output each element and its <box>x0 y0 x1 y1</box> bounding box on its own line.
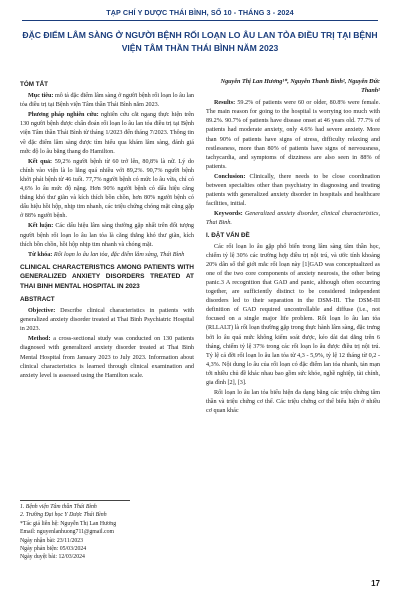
abstract-vi-keywords: Từ khóa: Rối loạn lo âu lan tỏa, đặc điểm lâm sàng, Thái Bình <box>28 251 185 258</box>
abstract-en-results: Results: 59.2% of patients were 60 or older, 80.8% were female. The main reason for going to the hospital is worrying too much with 89.2%. 90.7% of patients have disease onset at 46 years old. 77.7% of patients had moderate anxiety, only 4.6% had severe anxiety. More than 90% of patients have signs of stress, difficulty relaxing and restlessness, more than 80% of patients have signs of nervousness, tachycardia, and symptoms of dizziness are also seen in 88% of patients. <box>206 100 380 170</box>
article-title: ĐẶC ĐIỂM LÂM SÀNG Ở NGƯỜI BỆNH RỐI LOẠN LO ÂU LAN TỎA ĐIỀU TRỊ TẠI BỆNH VIỆN TÂM THẦN THÁI BÌNH NĂM 2023 <box>22 30 378 53</box>
footnote-received: Ngày nhận bài: 23/11/2023 <box>20 537 84 544</box>
abstract-vi-heading: TÓM TẮT <box>20 81 48 88</box>
english-title: CLINICAL CHARACTERISTICS AMONG PATIENTS WITH GENERALIZED ANXIETY DISORDERS TREATED AT THAI BINH MENTAL HOSPITAL IN 2023 <box>20 263 194 290</box>
abstract-vi-conclusion: Kết luận: Các dấu hiệu lâm sàng thường gặp nhất trên đối tượng người bệnh rối loạn lo âu lan tỏa là căng thẳng khó thư giãn, kích thích bồn chồn, hồi hộp nhịp tim nhanh và chóng mặt. <box>20 223 194 248</box>
abstract-en-objective: Objective: Describe clinical characteristics in patients with generalized anxiety disorder treated at Thai Binh Psychiatric Hospital in 2023. <box>20 308 194 333</box>
abstract-en-heading: ABSTRACT <box>20 296 55 303</box>
intro-heading: I. ĐẶT VẤN ĐỀ <box>206 231 250 239</box>
footnote-reviewed: Ngày phản biện: 05/03/2024 <box>20 546 87 553</box>
abstract-vi-objective: Mục tiêu: mô tả đặc điểm lâm sàng ở người bệnh rối loạn lo âu lan tỏa điều trị tại Bệnh viện Tâm thần Thái Bình năm 2023. <box>20 93 194 109</box>
footnote-accepted: Ngày duyệt bài: 12/03/2024 <box>20 554 85 561</box>
footnote-affiliation-2: 2. Trường Đại học Y Dược Thái Bình <box>20 512 107 519</box>
abstract-en-method-left: Method: a cross-sectional study was conducted on 130 patients diagnosed with generalized anxiety disorder treated at Thai Binh Mental Hospital from January 2023 to July 2023. Information about clinical characteristics is learned through clinical examination and anxiety level is assessed using the Hamilton scale. <box>20 336 194 379</box>
intro-paragraph-1: Các rối loạn lo âu gặp phổ biến trong lâm sàng tâm thần học, chiếm tỷ lệ 30% các trường hợp điều trị nội trú, và ước tính khoảng 20% dân số thế giới mắc rối loạn này [1]GAD was conceptualized as one of the two core components of anxiety neurosis, the other being panic.3 A recognition that GAD and panic, although often occurring together, are sufficiently distinct to be considered independent disorders led to their separation in the DSM-III. The DSM-III definition of GAD required uncontrollable and diffuse (i.e., not focused on a single major life problem. Rối loạn lo âu lan tỏa (RLLALT) là rối loạn thường gặp trong thực hành lâm sàng, đặc trưng bởi lo âu quá mức không kiểm soát được, kéo dài dai dẳng trên 6 tháng, chiếm tỷ lệ 37% trong các rối loạn lo âu được điều trị nội trú. Tỷ lệ cả đời rối loạn lo âu lan tỏa từ 4,3 - 5,9%, tỷ lệ 12 tháng từ 0,2 - 4,3%. Nội dung lo âu của rối loạn có đặc điểm lan tỏa nhanh, tản mạn tới nhiều chủ đề khác nhau bao gồm sức khỏe, nghề nghiệp, tài chính, gia đình [2], [3]. <box>206 243 380 386</box>
abstract-vi-results: Kết quả: 59,2% người bệnh từ 60 trở lên, 80,8% là nữ. Lý do chính vào viện là lo lắng quá nhiều với 89,2%. 90,7% người bệnh khởi phát bệnh từ 46 tuổi. 77,7% người bệnh có mức lo âu vừa, chỉ có 4,6% lo âu mức độ nặng. Hơn 90% người bệnh có dấu hiệu căng thẳng khó thư giãn và kích thích bồn chồn, hơn 80% người bệnh có dấu hiệu hồi hộp, nhịp tim nhanh, các triệu chứng chóng mặt cũng gặp ở 88% người bệnh. <box>20 158 194 220</box>
left-column <box>20 78 194 498</box>
intro-paragraph-2: Rối loạn lo âu lan tỏa biểu hiện đa dạng bằng các triệu chứng tâm thần và triệu chứng cơ thể. Các triệu chứng cơ thể biểu hiện ở nhiều cơ quan khác <box>206 390 380 415</box>
footnotes <box>20 503 194 562</box>
header-rule <box>22 20 378 21</box>
right-column <box>206 78 380 573</box>
authors: Nguyễn Thị Lan Hương¹*, Nguyễn Thanh Bình², Nguyễn Đức Thanh² <box>220 79 380 95</box>
abstract-en-keywords: Keywords: Generalized anxiety disorder, clinical characteristics, Thai Binh. <box>206 211 380 227</box>
abstract-en-conclusion: Conclusion: Clinically, there needs to be close coordination between specialties other than psychiatry in diagnosing and treating patients with generalized anxiety disorder in hospitals and healthcare facilities, initial. <box>206 173 380 208</box>
footnote-rule <box>20 500 130 501</box>
footnote-affiliation-1: 1. Bệnh viện Tâm thần Thái Bình <box>20 504 97 510</box>
page-number: 17 <box>371 579 380 588</box>
journal-header-text: TẠP CHÍ Y DƯỢC THÁI BÌNH, SỐ 10 - THÁNG 3 - 2024 <box>106 8 294 17</box>
footnote-email: Email: nguyenlanhuong711@gmail.com <box>20 529 114 536</box>
journal-header <box>0 0 400 22</box>
footnote-corresponding: *Tác giả liên hệ: Nguyễn Thị Lan Hương <box>20 520 117 527</box>
abstract-vi-method: Phương pháp nghiên cứu: nghiên cứu cắt ngang thực hiện trên 130 người bệnh được chẩn đoán rối loạn lo âu lan tỏa điều trị tại Bệnh viện Tâm thần Thái Bình từ tháng 1/2023 đến tháng 7/2023. Thông tin về đặc điểm lâm sàng được tìm hiểu qua khám lâm sàng, đánh giá mức độ lo âu bằng thang đo Hamilton. <box>20 112 194 155</box>
